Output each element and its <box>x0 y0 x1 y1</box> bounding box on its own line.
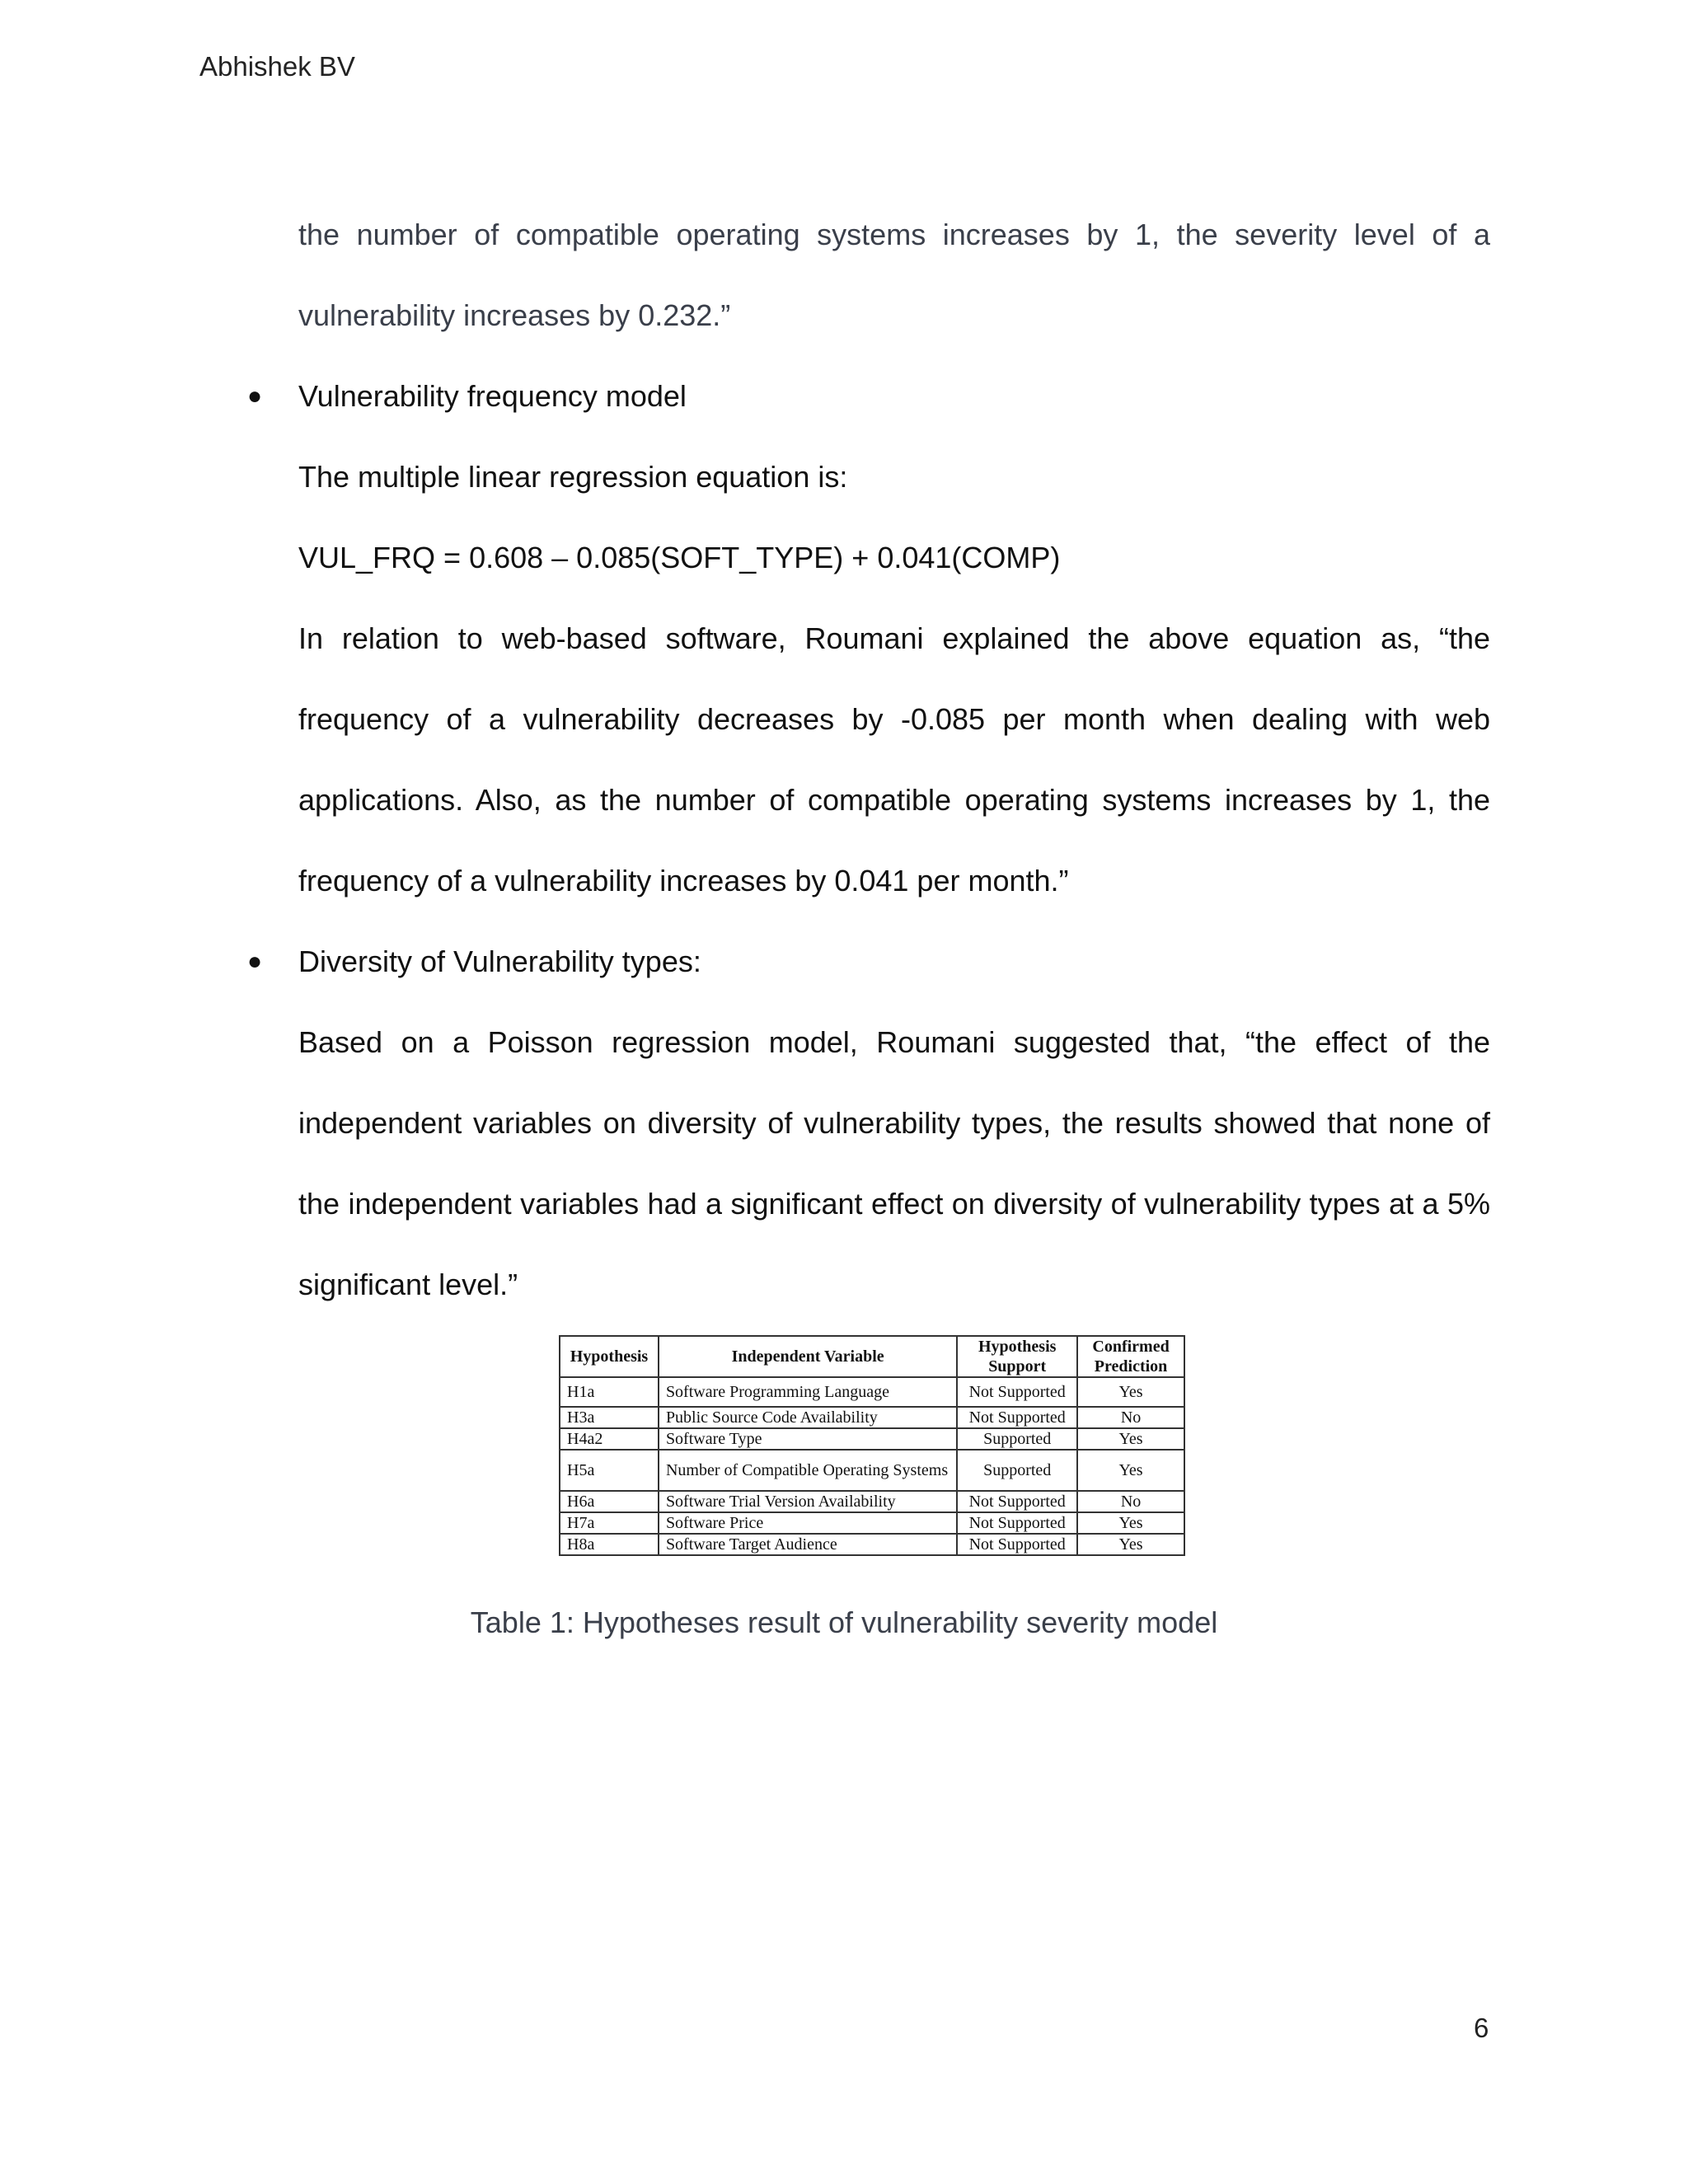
cell-support: Not Supported <box>957 1407 1077 1428</box>
cell-hypothesis: H6a <box>560 1491 659 1512</box>
cell-variable: Software Type <box>659 1428 957 1450</box>
cell-support: Not Supported <box>957 1534 1077 1555</box>
header-confirmed-prediction: Confirmed Prediction <box>1077 1336 1184 1377</box>
cell-support: Not Supported <box>957 1491 1077 1512</box>
cell-prediction: No <box>1077 1407 1184 1428</box>
cell-support: Not Supported <box>957 1512 1077 1534</box>
cell-hypothesis: H7a <box>560 1512 659 1534</box>
table-row <box>560 1377 1184 1407</box>
table-caption: Table 1: Hypotheses result of vulnerability severity model <box>470 1605 1218 1639</box>
table-row <box>560 1534 1184 1555</box>
cell-variable: Software Price <box>659 1512 957 1534</box>
bullet-icon: ● <box>247 948 263 975</box>
cell-support: Supported <box>957 1428 1077 1450</box>
table-header-row <box>560 1336 1184 1377</box>
hypotheses-table <box>559 1335 1185 1556</box>
cell-hypothesis: H1a <box>560 1377 659 1407</box>
table-row <box>560 1428 1184 1450</box>
cell-variable: Software Programming Language <box>659 1377 957 1407</box>
cell-prediction: Yes <box>1077 1512 1184 1534</box>
page-number: 6 <box>1474 2013 1489 2043</box>
cell-hypothesis: H5a <box>560 1450 659 1491</box>
bullet-icon: ● <box>247 382 263 410</box>
table-row <box>560 1407 1184 1428</box>
hypotheses-table-container <box>559 1335 1185 1556</box>
diversity-explanation: Based on a Poisson regression model, Roumani suggested that, “the effect of the independent variables on diversity of vulnerability types, the results showed that none of the independent variables had a significant effect on diversity of vulnerability types at a 5% significant level.” <box>298 1025 1490 1301</box>
cell-variable: Software Target Audience <box>659 1534 957 1555</box>
bullet-frequency-model <box>247 356 1490 437</box>
cell-hypothesis: H8a <box>560 1534 659 1555</box>
cell-prediction: Yes <box>1077 1377 1184 1407</box>
header-author: Abhishek BV <box>199 51 355 82</box>
cell-hypothesis: H4a2 <box>560 1428 659 1450</box>
cell-hypothesis: H3a <box>560 1407 659 1428</box>
cell-variable: Software Trial Version Availability <box>659 1491 957 1512</box>
cell-variable: Number of Compatible Operating Systems <box>659 1450 957 1491</box>
bullet-title: Vulnerability frequency model <box>298 379 687 413</box>
table-row <box>560 1491 1184 1512</box>
cell-support: Not Supported <box>957 1377 1077 1407</box>
cell-prediction: Yes <box>1077 1450 1184 1491</box>
frequency-explanation: In relation to web-based software, Roumani explained the above equation as, “the frequency of a vulnerability decreases by -0.085 per month when dealing with web applications. Also, as the number of compatible operating systems increases by 1, the frequency of a vulnerability increases by 0.041 per month.” <box>298 621 1490 898</box>
header-hypothesis: Hypothesis <box>560 1336 659 1377</box>
cell-variable: Public Source Code Availability <box>659 1407 957 1428</box>
cell-prediction: No <box>1077 1491 1184 1512</box>
continuation-paragraph: the number of compatible operating systems increases by 1, the severity level of a vulnerability increases by 0.232.” <box>298 218 1490 332</box>
regression-equation: VUL_FRQ = 0.608 – 0.085(SOFT_TYPE) + 0.041(COMP) <box>298 541 1061 574</box>
table-row <box>560 1450 1184 1491</box>
cell-support: Supported <box>957 1450 1077 1491</box>
bullet-title: Diversity of Vulnerability types: <box>298 944 701 978</box>
table-row <box>560 1512 1184 1534</box>
header-independent-variable: Independent Variable <box>659 1336 957 1377</box>
cell-prediction: Yes <box>1077 1534 1184 1555</box>
header-hypothesis-support: Hypothesis Support <box>957 1336 1077 1377</box>
cell-prediction: Yes <box>1077 1428 1184 1450</box>
document-body <box>247 194 1490 1325</box>
regression-intro: The multiple linear regression equation is: <box>298 460 848 494</box>
bullet-diversity-types <box>247 921 1490 1002</box>
